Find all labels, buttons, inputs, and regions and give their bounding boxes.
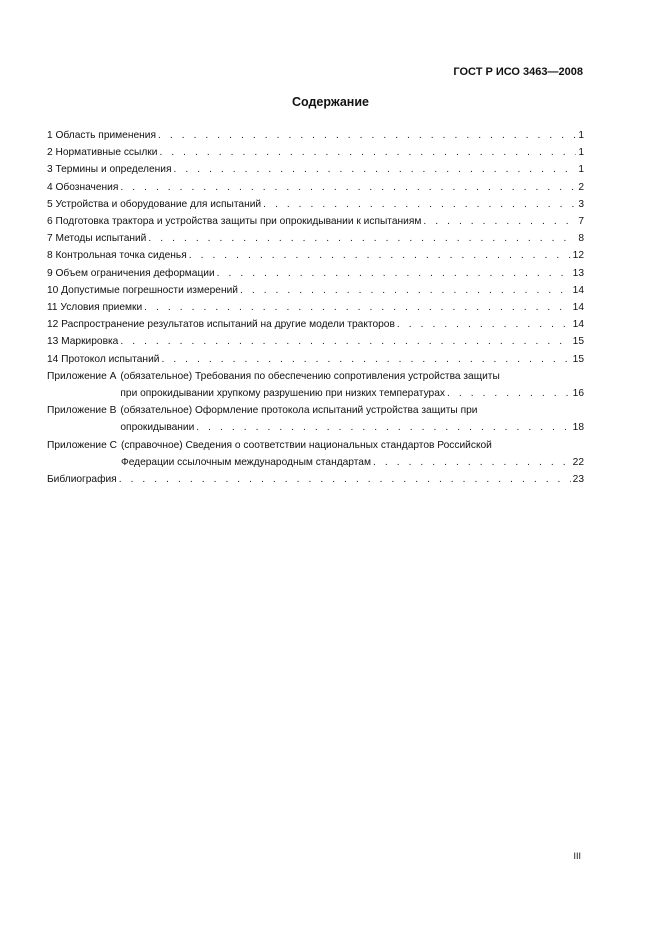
toc-entry[interactable] xyxy=(47,351,584,368)
toc-entry[interactable] xyxy=(47,333,584,350)
appendix-title-line1: (справочное) Сведения о соответствии национальных стандартов Российской xyxy=(120,439,492,451)
toc-leader-dots xyxy=(240,282,571,299)
appendix-title-line2-row xyxy=(120,385,584,402)
toc-entry-bibliography[interactable] xyxy=(47,471,584,488)
toc-entry-page: 23 xyxy=(572,474,584,486)
toc-entry[interactable] xyxy=(47,316,584,333)
toc-leader-dots xyxy=(120,179,576,196)
appendix-body xyxy=(121,437,584,471)
toc-entry[interactable] xyxy=(47,213,584,230)
toc-entry-page: 15 xyxy=(572,336,584,348)
toc-leader-dots xyxy=(120,333,570,350)
toc-entry-title: 9 Объем ограничения деформации xyxy=(47,267,215,279)
toc-entry[interactable] xyxy=(47,230,584,247)
toc-entry-title: 1 Область применения xyxy=(47,130,156,141)
appendix-body xyxy=(120,402,584,436)
appendix-title-line2: опрокидывании xyxy=(120,422,195,434)
appendix-title-line1: (обязательное) Оформление протокола испытаний устройства защиты при xyxy=(120,405,478,417)
appendix-title-line1: (обязательное) Требования по обеспечению сопротивления устройства защиты xyxy=(120,370,500,382)
toc-entry-page: 2 xyxy=(578,181,584,193)
toc-entry-page: 1 xyxy=(578,164,584,176)
table-of-contents xyxy=(47,127,584,488)
toc-entry-title: 2 Нормативные ссылки xyxy=(47,147,158,159)
toc-entry-page: 14 xyxy=(572,284,584,296)
toc-leader-dots xyxy=(119,471,571,488)
toc-leader-dots xyxy=(148,230,576,247)
toc-entry-title: 11 Условия приемки xyxy=(47,302,143,314)
standard-designation: ГОСТ Р ИСО 3463—2008 xyxy=(453,66,583,78)
toc-leader-dots xyxy=(158,127,576,144)
toc-entry[interactable] xyxy=(47,265,584,282)
toc-leader-dots xyxy=(161,351,570,368)
toc-entry-page: 16 xyxy=(572,388,584,400)
toc-entry-page: 14 xyxy=(572,319,584,331)
toc-entry-page: 7 xyxy=(578,216,584,228)
toc-leader-dots xyxy=(373,454,571,471)
toc-entry-page: 1 xyxy=(578,130,584,141)
page-title: Содержание xyxy=(291,95,369,109)
toc-entry[interactable] xyxy=(47,196,584,213)
toc-entry-page: 8 xyxy=(578,233,584,245)
toc-entry-title: 12 Распространение результатов испытаний на другие модели тракторов xyxy=(47,319,395,331)
appendix-title-line2-row xyxy=(121,454,584,471)
toc-entry[interactable] xyxy=(47,127,584,144)
toc-entry-page: 13 xyxy=(572,267,584,279)
appendix-label: Приложение В xyxy=(47,405,117,417)
toc-entry-title: 5 Устройства и оборудование для испытаний xyxy=(47,198,262,210)
toc-entry[interactable] xyxy=(47,179,584,196)
toc-leader-dots xyxy=(263,196,576,213)
appendix-title-line2-row xyxy=(120,419,584,436)
toc-entry-title: 8 Контрольная точка сиденья xyxy=(47,250,187,262)
toc-leader-dots xyxy=(144,299,571,316)
toc-entry-page: 1 xyxy=(578,147,584,159)
toc-leader-dots xyxy=(397,316,571,333)
toc-entry-title: 6 Подготовка трактора и устройства защиты при опрокидывании к испытаниям xyxy=(47,216,422,228)
appendix-body xyxy=(120,368,584,402)
toc-entry-page: 14 xyxy=(572,302,584,314)
toc-entry-page: 15 xyxy=(572,353,584,365)
toc-entry[interactable] xyxy=(47,299,584,316)
toc-appendix-entry[interactable] xyxy=(47,437,584,471)
toc-entry[interactable] xyxy=(47,144,584,161)
toc-entry-title: 14 Протокол испытаний xyxy=(47,353,160,365)
toc-leader-dots xyxy=(196,419,570,436)
page-number: III xyxy=(573,851,581,861)
appendix-label: Приложение А xyxy=(47,370,117,382)
appendix-title-line2: Федерации ссылочным международным стандартам xyxy=(120,456,371,468)
toc-leader-dots xyxy=(159,144,576,161)
toc-entry-page: 12 xyxy=(572,250,584,262)
toc-entry[interactable] xyxy=(47,282,584,299)
toc-entry-title: 7 Методы испытаний xyxy=(47,233,147,245)
toc-appendix-entry[interactable] xyxy=(47,368,584,402)
toc-entry-title: Библиография xyxy=(47,474,117,486)
appendix-title-line2: при опрокидывании хрупкому разрушению при низких температурах xyxy=(120,388,445,400)
toc-entry-page: 22 xyxy=(572,456,584,468)
toc-leader-dots xyxy=(189,247,571,264)
toc-entry-title: 3 Термины и определения xyxy=(47,164,172,176)
toc-entry-page: 18 xyxy=(572,422,584,434)
toc-leader-dots xyxy=(217,265,571,282)
toc-entry[interactable] xyxy=(47,247,584,264)
appendix-label: Приложение С xyxy=(47,439,117,451)
toc-leader-dots xyxy=(173,161,576,178)
toc-entry-page: 3 xyxy=(578,198,584,210)
toc-entry-title: 10 Допустимые погрешности измерений xyxy=(47,284,238,296)
toc-leader-dots xyxy=(447,385,571,402)
toc-entry-title: 4 Обозначения xyxy=(47,181,119,193)
toc-entry[interactable] xyxy=(47,161,584,178)
toc-appendix-entry[interactable] xyxy=(47,402,584,436)
toc-entry-title: 13 Маркировка xyxy=(47,336,119,348)
toc-leader-dots xyxy=(423,213,576,230)
